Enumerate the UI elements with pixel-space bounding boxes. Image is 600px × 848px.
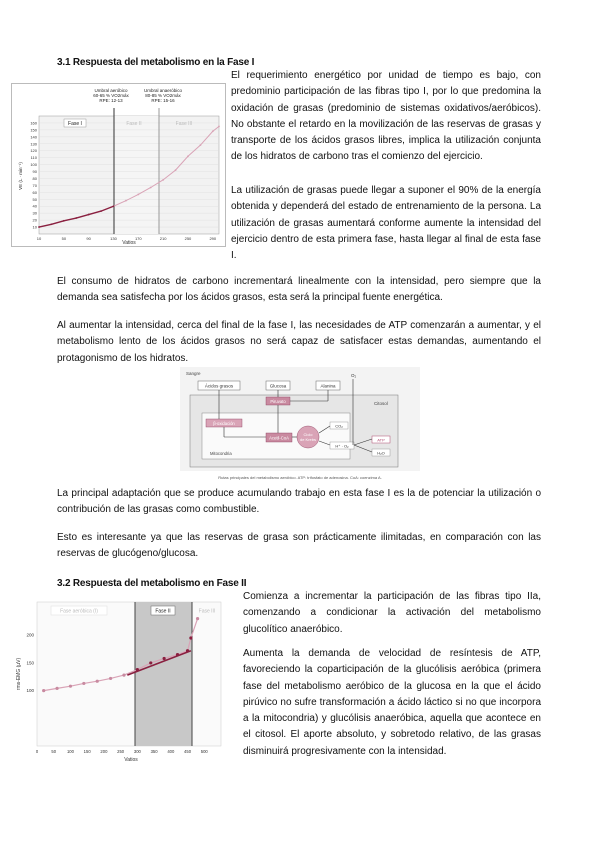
ve-data-point [137,194,139,196]
hplus-box: H⁺ · O₂ [335,443,349,449]
beta-oxidacion-box: β-oxidación [213,421,235,426]
piruvato-box: Piruvato [270,399,286,404]
ve-ytick-label: 20 [32,217,37,223]
glucosa-box: Glucosa [269,383,287,389]
emg-xtick-label: 200 [100,749,108,754]
krebs-label-2: de Krebs [299,437,317,442]
ve-data-point [218,126,220,128]
ve-xtick-label: 210 [159,236,167,241]
emg-xtick-label: 150 [83,749,91,754]
diagram-caption: Rutas principales del metabolismo aeróbico. ATP: trifosfato de adenosina. CoA: coenzima A. [218,475,382,480]
ve-data-point [175,169,177,171]
ve-ytick-label: 140 [30,134,37,140]
figure-ve-chart [11,83,226,247]
h2o-box: H₂O [377,450,385,456]
fase1-paragraph-6: Esto es interesante ya que las reservas de grasa son prácticamente ilimitadas, en comparación con las reservas de glucógeno/glucosa. [57,532,541,560]
ve-ytick-label: 90 [32,169,37,175]
metabolism-diagram-svg [180,367,420,483]
emg-data-point [149,661,152,664]
ve-ylabel: VE (L · min⁻¹) [18,162,23,190]
emg-data-point [82,682,85,685]
umbral-aerobico-vo2: 60-65 % VO2máx [93,93,129,98]
emg-xlabel: Vatios [124,757,138,763]
emg-data-point [55,687,58,690]
ve-ytick-label: 110 [30,155,37,161]
emg-data-point [96,680,99,683]
fase2-emg-label: Fase II [155,608,171,615]
atp-box: ATP [377,437,385,443]
ve-ytick-label: 160 [30,120,37,126]
ve-data-point [113,205,115,207]
ve-ytick-label: 130 [30,141,37,147]
fase1-paragraph-3: El consumo de hidratos de carbono incrementará linealmente con la intensidad, pero siempre que la demanda sea satisfecha por los ácidos grasos, esta será la principal fuente energética. [57,276,541,304]
ve-data-point [150,187,152,189]
emg-xtick-label: 450 [184,749,192,754]
emg-data-point [196,617,199,620]
umbral-anaerobico-label: Umbral anaeróbico [143,88,183,93]
fase3-emg-label: Fase III [198,608,216,615]
emg-xtick-label: 250 [117,749,125,754]
emg-chart-svg [11,598,227,764]
sangre-label: Sangre [186,371,201,376]
ve-ytick-label: 80 [32,175,37,181]
o2-label: O₂ [351,373,357,378]
emg-ytick-label: 150 [26,660,34,666]
ve-ytick-label: 40 [32,203,37,209]
ve-xtick-label: 290 [209,236,217,241]
emg-xtick-label: 500 [200,749,208,754]
emg-data-point [163,657,166,660]
fase1-paragraph-2: La utilización de grasas puede llegar a suponer el 90% de la energía obtenida y dependerá del estado de entrenamiento de la persona. La utilización de grasas aumentará conforme aumente la intensidad del ejercicio dentro de esta primera fase, hasta llegar al final de esta fase I. [231,185,541,262]
emg-data-point [189,636,192,639]
emg-ytick-label: 100 [26,688,34,694]
acetil-coa-box: Acetil-CoA [269,435,289,441]
ve-data-point [100,210,102,212]
fase2-label: Fase II [126,121,142,127]
emg-xtick-label: 350 [150,749,158,754]
figure-metabolism-diagram [180,367,420,483]
co2-box: CO₂ [335,423,343,429]
ve-data-point [162,179,164,181]
section-heading-fase-1: 3.1 Respuesta del metabolismo en la Fase I [57,57,255,68]
ve-data-point [88,214,90,216]
emg-xtick-label: 300 [133,749,141,754]
ve-xtick-label: 250 [184,236,192,241]
emg-data-point [122,674,125,677]
ve-xtick-label: 90 [86,236,91,241]
ve-data-point [125,200,127,202]
ve-data-point [51,223,53,225]
ve-ytick-label: 100 [30,162,37,168]
emg-data-point [69,685,72,688]
fase2-paragraph-2: Aumenta la demanda de velocidad de resíntesis de ATP, favoreciendo la coparticipación de la glucólisis aeróbica (primera fase del metabolismo aeróbico de la glucosa en la que el ácido pirúvico no sufre transformación a ácido láctico si no que incorpora a la mitocondria) y glucólisis anaeróbica, aquella que acontece en el citosol. El aporte absoluto, y sobretodo relativo, de las grasas disminuirá progresivamente con la intensidad. [243,648,541,757]
alanina-box: Alanina [320,383,336,389]
emg-xtick-label: 400 [167,749,175,754]
ve-xtick-label: 50 [61,236,67,241]
umbral-aerobico-rpe: RPE: 12-13 [99,98,123,103]
ve-ytick-label: 10 [32,224,37,230]
emg-data-point [42,689,45,692]
fase-aerobica-label: Fase aeróbica (I) [60,608,98,615]
ve-data-point [212,130,214,132]
umbral-anaerobico-rpe: RPE: 15-16 [151,98,175,103]
umbral-anaerobico-vo2: 80-85 % VO2máx [145,93,181,98]
section-heading-fase-2: 3.2 Respuesta del metabolismo en Fase II [57,578,247,589]
fase3-label: Fase III [175,121,193,127]
citosol-label: Citosol [374,401,388,406]
fase1-paragraph-4: Al aumentar la intensidad, cerca del final de la fase I, las necesidades de ATP comenzarán a aumentar, y el metabolismo lento de los ácidos grasos no será capaz de satisfacer estas demandas, aumentando el protagonismo de los hidratos. [57,320,541,364]
ve-ytick-label: 60 [32,189,37,195]
ve-ytick-label: 120 [30,148,37,154]
fase2-paragraph-1: Comienza a incrementar la participación de las fibras tipo IIa, comenzando a condicionar la activación del metabolismo glucolítico anaeróbico. [243,591,541,635]
ve-xtick-label: 10 [36,236,42,241]
ve-ytick-label: 150 [30,127,37,133]
acidos-grasos-box: Ácidos grasos [204,383,234,389]
emg-data-point [109,677,112,680]
mitocondria-label: Mitocondria [210,451,232,456]
ve-xtick-label: 170 [134,236,142,241]
ve-ytick-label: 70 [32,182,37,188]
emg-ylabel: rms-EMG (µV) [16,657,22,691]
ve-data-point [38,226,40,228]
emg-ytick-label: 200 [26,632,34,638]
ve-xtick-label: 130 [110,236,117,241]
ve-ytick-label: 30 [32,210,37,216]
fase1-paragraph-5: La principal adaptación que se produce acumulando trabajo en esta fase I es la de potenciar la utilización o contribución de las grasas como combustible. [57,488,541,516]
ve-chart-svg [12,84,225,246]
ve-data-point [187,155,189,157]
emg-xtick-label: 50 [51,749,57,754]
ve-ytick-label: 50 [32,196,37,202]
emg-xtick-label: 0 [35,749,39,754]
ve-data-point [199,144,201,146]
emg-xtick-label: 100 [66,749,74,754]
krebs-label-1: Ciclo [303,432,313,437]
figure-emg-chart [11,598,227,764]
umbral-aerobico-label: Umbral aeróbico [94,88,128,93]
fase1-label: Fase I [68,121,82,127]
fase1-paragraph-1: El requerimiento energético por unidad de tiempo es bajo, con predominio participación de las fibras tipo I, por lo que predomina la oxidación de grasas (predominio de sistemas oxidativos/aeróbicos). No obstante el retardo en la movilización de las reservas de grasas y transporte de los ácidos grasos libres, implica la utilización conjunta de los hidratos de carbono tras el comienzo del ejercicio. [231,70,541,163]
ve-data-point [75,217,77,219]
ve-xlabel: Vatios [122,240,136,246]
ve-data-point [63,220,65,222]
